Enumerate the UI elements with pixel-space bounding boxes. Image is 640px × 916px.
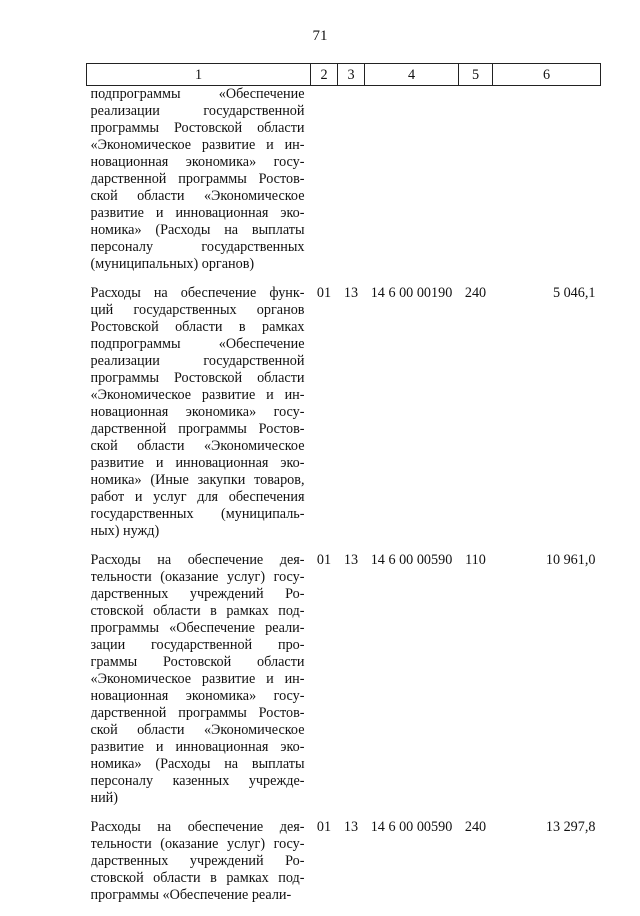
target-article-code: 14 6 00 00190: [365, 285, 459, 552]
table-body: [87, 86, 601, 916]
subsection-code: 13: [338, 819, 365, 916]
header-row: [87, 64, 601, 86]
description-line: программы Ростовской области: [91, 120, 305, 137]
description-line: тельности (оказание услуг) госу-: [91, 569, 305, 586]
description-line: ний): [91, 790, 305, 807]
row-description: [87, 285, 311, 552]
expense-type-code: 240: [459, 285, 493, 552]
description-line: номика» (Расходы на выплаты: [91, 222, 305, 239]
description-line: работ и услуг для обеспечения: [91, 489, 305, 506]
description-line: реализации государственной: [91, 353, 305, 370]
row-description: [87, 552, 311, 819]
description-line: государственных (муниципаль-: [91, 506, 305, 523]
section-code: 01: [311, 552, 338, 819]
header-col-6: 6: [493, 64, 601, 86]
description-line: ской области «Экономическое: [91, 438, 305, 455]
description-line: подпрограммы «Обеспечение: [91, 336, 305, 353]
expense-type-code: 240: [459, 819, 493, 916]
description-line: программы «Обеспечение реали-: [91, 620, 305, 637]
table-row: [87, 86, 601, 286]
description-line: дарственной программы Ростов-: [91, 705, 305, 722]
row-description: [87, 86, 311, 286]
description-line: дарственных учреждений Ро-: [91, 853, 305, 870]
description-line: Расходы на обеспечение функ-: [91, 285, 305, 302]
amount-value: 5 046,1: [493, 285, 601, 552]
expense-type-code: [459, 86, 493, 286]
description-line: ской области «Экономическое: [91, 722, 305, 739]
description-line: программы Ростовской области: [91, 370, 305, 387]
description-line: «Экономическое развитие и ин-: [91, 671, 305, 688]
description-line: стовской области в рамках под-: [91, 870, 305, 887]
description-line: Расходы на обеспечение дея-: [91, 552, 305, 569]
table-header: [87, 64, 601, 86]
description-line: реализации государственной: [91, 103, 305, 120]
amount-value: 10 961,0: [493, 552, 601, 819]
table-row: [87, 819, 601, 916]
header-col-3: 3: [338, 64, 365, 86]
header-col-5: 5: [459, 64, 493, 86]
description-line: ций государственных органов: [91, 302, 305, 319]
description-line: Расходы на обеспечение дея-: [91, 819, 305, 836]
description-line: новационная экономика» госу-: [91, 154, 305, 171]
description-line: зации государственной про-: [91, 637, 305, 654]
section-code: 01: [311, 819, 338, 916]
description-line: «Экономическое развитие и ин-: [91, 137, 305, 154]
section-code: 01: [311, 285, 338, 552]
header-col-4: 4: [365, 64, 459, 86]
target-article-code: 14 6 00 00590: [365, 552, 459, 819]
description-line: дарственной программы Ростов-: [91, 171, 305, 188]
amount-value: [493, 86, 601, 286]
description-line: Ростовской области в рамках: [91, 319, 305, 336]
description-line: персоналу государственных: [91, 239, 305, 256]
description-line: дарственных учреждений Ро-: [91, 586, 305, 603]
section-code: [311, 86, 338, 286]
description-line: персоналу казенных учрежде-: [91, 773, 305, 790]
amount-value: 13 297,8: [493, 819, 601, 916]
description-line: новационная экономика» госу-: [91, 404, 305, 421]
target-article-code: 14 6 00 00590: [365, 819, 459, 916]
description-line: ных) нужд): [91, 523, 305, 540]
target-article-code: [365, 86, 459, 286]
description-line: тельности (оказание услуг) госу-: [91, 836, 305, 853]
description-line: развитие и инновационная эко-: [91, 739, 305, 756]
description-line: «Экономическое развитие и ин-: [91, 387, 305, 404]
expense-type-code: 110: [459, 552, 493, 819]
description-line: развитие и инновационная эко-: [91, 455, 305, 472]
description-line: (муниципальных) органов): [91, 256, 305, 273]
description-line: дарственной программы Ростов-: [91, 421, 305, 438]
description-line: ской области «Экономическое: [91, 188, 305, 205]
row-description: [87, 819, 311, 916]
subsection-code: 13: [338, 285, 365, 552]
table-row: [87, 552, 601, 819]
subsection-code: [338, 86, 365, 286]
description-line: номика» (Иные закупки товаров,: [91, 472, 305, 489]
page-number: 71: [0, 27, 640, 45]
budget-table: [86, 63, 601, 916]
subsection-code: 13: [338, 552, 365, 819]
table-row: [87, 285, 601, 552]
description-line: развитие и инновационная эко-: [91, 205, 305, 222]
description-line: номика» (Расходы на выплаты: [91, 756, 305, 773]
description-line: стовской области в рамках под-: [91, 603, 305, 620]
description-line: подпрограммы «Обеспечение: [91, 86, 305, 103]
header-col-1: 1: [87, 64, 311, 86]
description-line: граммы Ростовской области: [91, 654, 305, 671]
description-line: программы «Обеспечение реали-: [91, 887, 305, 904]
header-col-2: 2: [311, 64, 338, 86]
description-line: новационная экономика» госу-: [91, 688, 305, 705]
